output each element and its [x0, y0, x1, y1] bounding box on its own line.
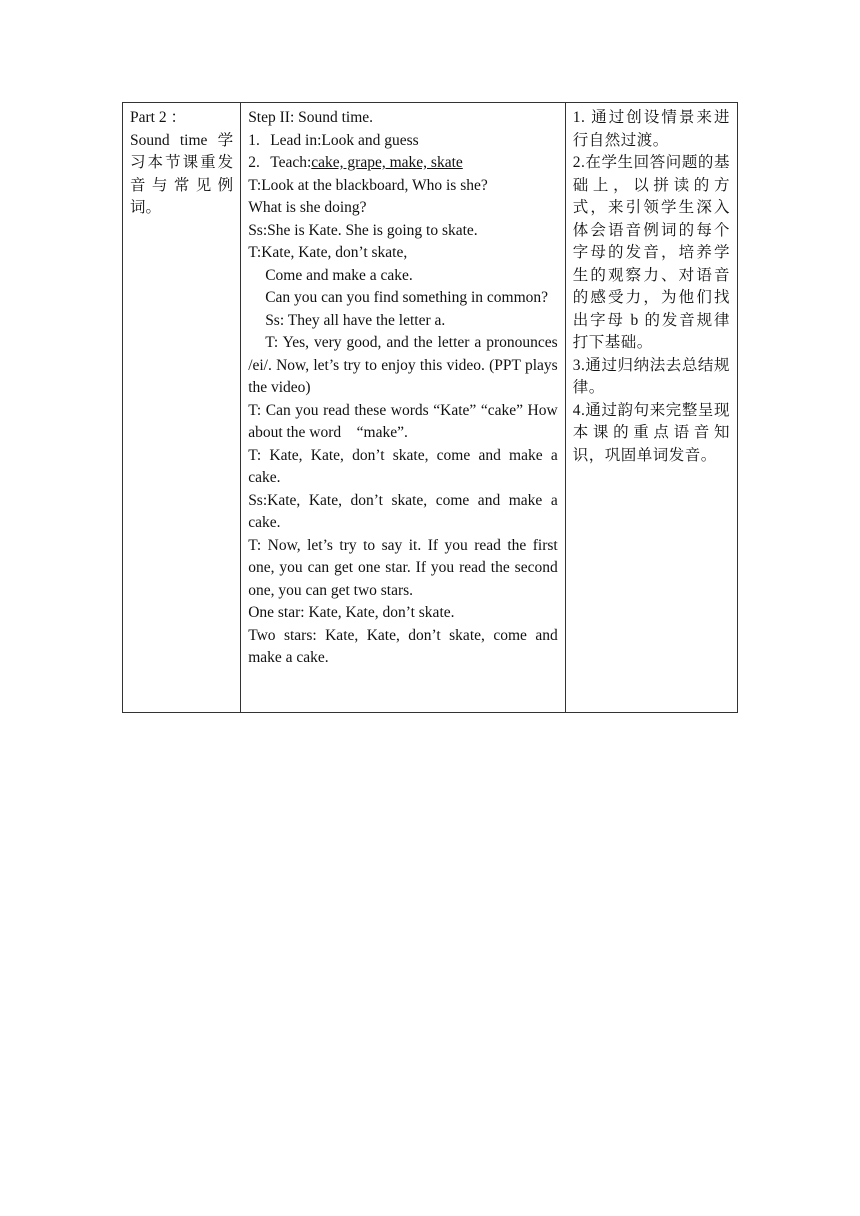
- step-item-2: [248, 152, 558, 175]
- dialogue-line: One star: Kate, Kate, don’t skate.: [248, 604, 455, 621]
- dialogue-line: T:Kate, Kate, don’t skate,: [248, 244, 408, 261]
- step-item-2-prefix: Teach:: [270, 154, 312, 171]
- dialogue-line: Ss: They all have the letter a.: [265, 311, 446, 329]
- lesson-plan-table: [122, 102, 738, 713]
- purpose-item-2: 2.在学生回答问题的基础上，以拼读的方式，来引领学生深入体会语音例词的每个字母的发音，培养学生的观察力、对语音的感受力，为他们找出字母 b 的发音规律打下基础。: [572, 154, 730, 351]
- step-item-2-number: 2.: [248, 154, 260, 171]
- dialogue-line: T: Can you read these words “Kate” “cake” How about the word “make”.: [248, 401, 558, 441]
- dialogue-line: T: Yes, very good, and the letter a pronounces /ei/. Now, let’s try to enjoy this video. (PPT plays the video): [248, 334, 558, 396]
- step-item-1-number: 1.: [248, 131, 260, 149]
- step-item-1-text: Lead in:Look and guess: [270, 131, 419, 149]
- part-title: Part 2 ：: [130, 109, 186, 126]
- purpose-item-1: 1. 通过创设情景来进行自然过渡。: [572, 109, 730, 149]
- dialogue-line: Ss:She is Kate. She is going to skate.: [248, 221, 478, 239]
- purpose-item-4: 4.通过韵句来完整呈现本课的重点语音知识，巩固单词发音。: [572, 401, 730, 464]
- dialogue-line: Can you can you find something in common?: [265, 289, 549, 306]
- dialogue-line: Two stars: Kate, Kate, don’t skate, come and make a cake.: [248, 626, 558, 666]
- purpose-item-3: 3.通过归纳法去总结规律。: [572, 356, 730, 396]
- dialogue-line: T:Look at the blackboard, Who is she?: [248, 176, 488, 194]
- dialogue-line: What is she doing?: [248, 199, 367, 216]
- part-description: Sound time 学习本节课重发音与常见例词。: [130, 131, 234, 216]
- steps-cell: [241, 103, 566, 713]
- purpose-cell: [565, 103, 737, 713]
- dialogue-line: T: Now, let’s try to say it. If you read the first one, you can get one star. If you read the second one, you can get two stars.: [248, 536, 558, 599]
- dialogue-line: T: Kate, Kate, don’t skate, come and make a cake.: [248, 446, 558, 486]
- dialogue-line: Ss:Kate, Kate, don’t skate, come and make a cake.: [248, 491, 558, 531]
- part-cell: [123, 103, 241, 713]
- dialogue-line: Come and make a cake.: [265, 266, 413, 284]
- step-item-1: [248, 130, 558, 153]
- step-item-2-words: cake, grape, make, skate: [311, 154, 463, 171]
- table-row: [123, 103, 738, 713]
- step-heading: Step II: Sound time.: [248, 109, 374, 126]
